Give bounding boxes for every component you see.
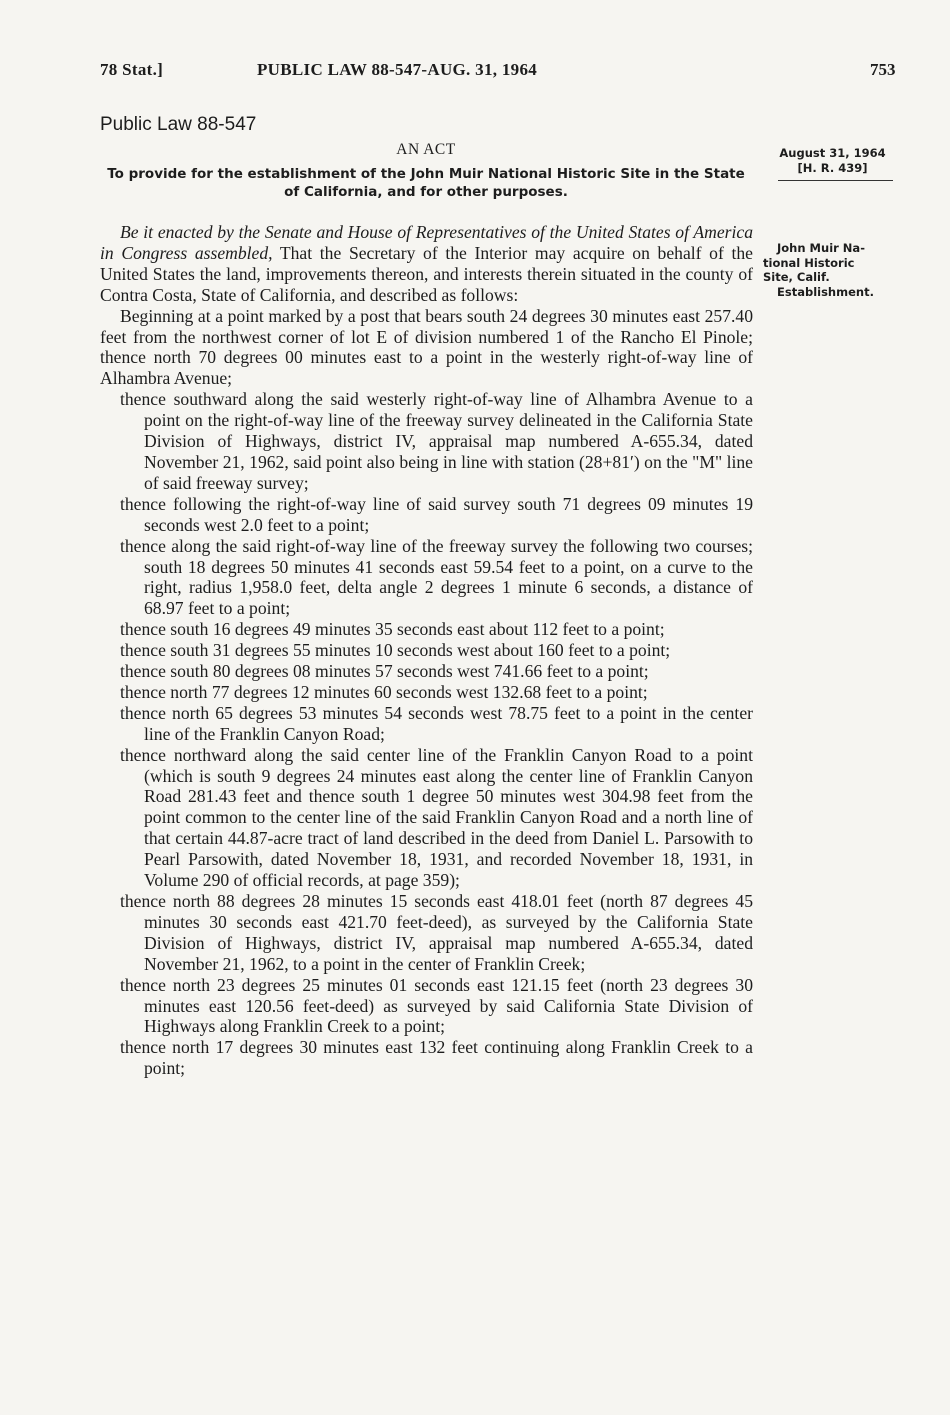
description-paragraph: thence south 16 degrees 49 minutes 35 seconds east about 112 feet to a point; bbox=[120, 619, 665, 640]
enacting-text: That the Secretary of the Interior may acquire on behalf of the United States the land, improvements thereon, and interests therein situated in the county of Contra Costa, State of California, and described as follows: bbox=[100, 242, 753, 305]
margin-side-note bbox=[763, 241, 898, 299]
description-paragraph: thence north 65 degrees 53 minutes 54 seconds west 78.75 feet to a point in the center line of the Franklin Canyon Road; bbox=[120, 702, 753, 744]
side-note-line: Site, Calif. bbox=[763, 270, 830, 284]
public-law-label: Public Law 88-547 bbox=[100, 114, 257, 135]
page-number: 753 bbox=[870, 60, 896, 79]
description-paragraph: thence north 77 degrees 12 minutes 60 seconds west 132.68 feet to a point; bbox=[120, 681, 648, 702]
margin-date-note bbox=[770, 146, 895, 176]
margin-rule bbox=[778, 180, 893, 181]
act-body bbox=[100, 222, 753, 1079]
side-note-line: Establishment. bbox=[777, 284, 874, 299]
enacting-clause-paragraph bbox=[100, 222, 753, 306]
enactment-date: August 31, 1964 bbox=[779, 146, 886, 160]
description-paragraph: thence southward along the said westerly right-of-way line of Alhambra Avenue to a point on the right-of-way line of the freeway survey delineated in the California State Division of Highways, district IV, appraisal map numbered A-655.34, dated November 21, 1962, said point also being in line with station (28+81′) on the "M" line of said freeway survey; bbox=[120, 389, 753, 493]
description-paragraph: thence north 17 degrees 30 minutes east 132 feet continuing along Franklin Creek to a point; bbox=[120, 1037, 753, 1079]
description-paragraph: thence south 80 degrees 08 minutes 57 seconds west 741.66 feet to a point; bbox=[120, 661, 649, 682]
statute-volume: 78 Stat.] bbox=[100, 60, 164, 79]
bill-number: [H. R. 439] bbox=[797, 161, 868, 175]
description-paragraph: thence following the right-of-way line of said survey south 71 degrees 09 minutes 19 seconds west 2.0 feet to a point; bbox=[120, 493, 753, 535]
side-note-line: tional Historic bbox=[763, 255, 855, 270]
description-paragraph: thence along the said right-of-way line of the freeway survey the following two courses; south 18 degrees 50 minutes 41 seconds east 59.54 feet to a point, on a curve to the right, radius 1,958.0 feet, delta angle 2 degrees 1 minute 6 seconds, a distance of 68.97 feet to a point; bbox=[120, 535, 753, 619]
description-paragraph: thence northward along the said center line of the Franklin Canyon Road to a point (which is south 9 degrees 24 minutes east along the center line of Franklin Canyon Road 281.43 feet and thence south 1 degree 50 minutes west 304.98 feet from the point common to the center line of the said Franklin Canyon Road and a north line of that certain 44.87-acre tract of land described in the deed from Daniel L. Parsowith to Pearl Parsowith, dated November 18, 1931, and recorded November 18, 1931, in Volume 290 of official records, at page 359); bbox=[120, 744, 753, 891]
description-paragraph: thence north 88 degrees 28 minutes 15 seconds east 418.01 feet (north 87 degrees 45 minutes 30 seconds east 421.70 feet-deed), as surveyed by the California State Division of Highways, district IV, appraisal map numbered A-655.34, dated November 21, 1962, to a point in the center of Franklin Creek; bbox=[120, 891, 753, 974]
act-title: To provide for the establishment of the John Muir National Historic Site in the State of California, and for other purposes. bbox=[107, 166, 745, 200]
description-paragraph: thence south 31 degrees 55 minutes 10 seconds west about 160 feet to a point; bbox=[120, 640, 671, 661]
act-heading: AN ACT bbox=[396, 141, 456, 158]
description-paragraph: Beginning at a point marked by a post that bears south 24 degrees 30 minutes east 257.40 feet from the northwest corner of lot E of division numbered 1 of the Rancho El Pinole; thence north 70 degrees 00 minutes east to a point in the westerly right-of-way line of Alhambra Avenue; bbox=[100, 305, 753, 389]
description-paragraph: thence north 23 degrees 25 minutes 01 seconds east 121.15 feet (north 23 degrees 30 minutes east 120.56 feet-deed) as surveyed by said California State Division of Highways along Franklin Creek to a point; bbox=[120, 974, 753, 1037]
enacting-clause: Be it enacted by the Senate and House of Representatives of the United States of America in Congress assembled, bbox=[100, 222, 753, 263]
running-title: PUBLIC LAW 88-547-AUG. 31, 1964 bbox=[257, 60, 538, 79]
side-note-line: John Muir Na- bbox=[777, 241, 865, 255]
